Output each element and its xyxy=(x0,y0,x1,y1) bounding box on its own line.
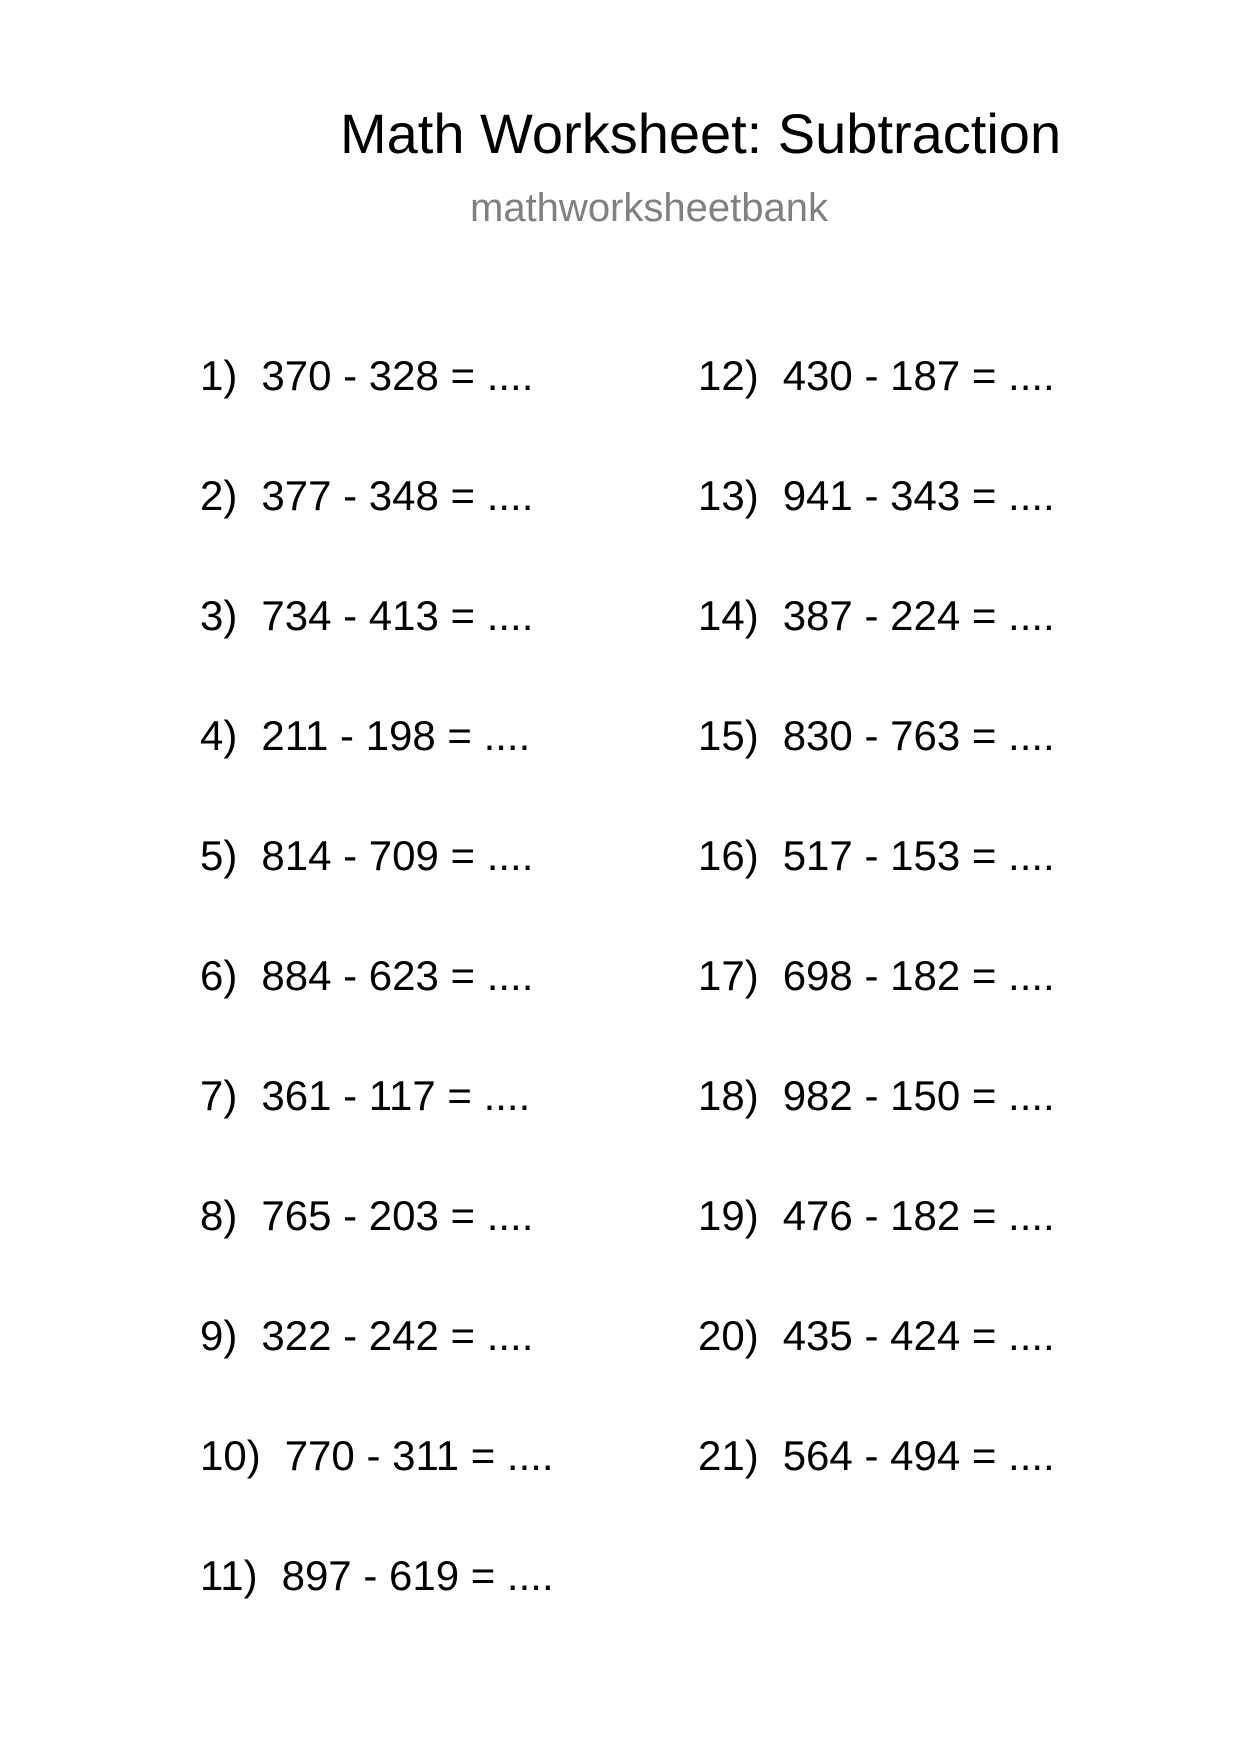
problem-item xyxy=(200,346,554,466)
problem-number: 20) xyxy=(698,1312,759,1359)
problem-number: 21) xyxy=(698,1432,759,1479)
problem-number: 7) xyxy=(200,1072,238,1119)
problem-item xyxy=(200,826,554,946)
problem-item xyxy=(698,466,1055,586)
problem-number: 13) xyxy=(698,472,759,519)
problem-item xyxy=(200,946,554,1066)
problem-number: 1) xyxy=(200,352,238,399)
problem-item xyxy=(200,706,554,826)
problem-expression: 361 - 117 = .... xyxy=(261,1072,531,1119)
problem-expression: 770 - 311 = .... xyxy=(284,1432,554,1479)
problem-item xyxy=(200,1186,554,1306)
problem-item xyxy=(200,586,554,706)
problem-item xyxy=(200,1426,554,1546)
problem-number: 14) xyxy=(698,592,759,639)
problem-number: 18) xyxy=(698,1072,759,1119)
problem-expression: 698 - 182 = .... xyxy=(782,952,1055,999)
problem-expression: 830 - 763 = .... xyxy=(782,712,1055,759)
problem-item xyxy=(698,346,1055,466)
problem-number: 12) xyxy=(698,352,759,399)
problem-expression: 430 - 187 = .... xyxy=(782,352,1055,399)
problem-expression: 734 - 413 = .... xyxy=(261,592,534,639)
problem-number: 17) xyxy=(698,952,759,999)
problem-number: 10) xyxy=(200,1432,261,1479)
problem-item xyxy=(200,466,554,586)
problem-item xyxy=(698,826,1055,946)
problem-number: 5) xyxy=(200,832,238,879)
left-column xyxy=(200,346,554,1666)
problem-item xyxy=(200,1306,554,1426)
problem-expression: 387 - 224 = .... xyxy=(782,592,1055,639)
problem-item xyxy=(200,1546,554,1666)
problem-expression: 211 - 198 = .... xyxy=(261,712,531,759)
problem-expression: 814 - 709 = .... xyxy=(261,832,534,879)
problem-expression: 476 - 182 = .... xyxy=(782,1192,1055,1239)
problem-expression: 517 - 153 = .... xyxy=(782,832,1055,879)
problem-item xyxy=(698,1066,1055,1186)
problem-item xyxy=(698,1426,1055,1546)
problem-number: 19) xyxy=(698,1192,759,1239)
problem-item xyxy=(200,1066,554,1186)
problem-expression: 982 - 150 = .... xyxy=(782,1072,1055,1119)
problem-number: 8) xyxy=(200,1192,238,1239)
problem-number: 9) xyxy=(200,1312,238,1359)
problem-expression: 765 - 203 = .... xyxy=(261,1192,534,1239)
problem-item xyxy=(698,586,1055,706)
problem-expression: 377 - 348 = .... xyxy=(261,472,534,519)
problem-expression: 564 - 494 = .... xyxy=(782,1432,1055,1479)
problem-item xyxy=(698,706,1055,826)
problem-expression: 941 - 343 = .... xyxy=(782,472,1055,519)
problem-number: 3) xyxy=(200,592,238,639)
problem-expression: 322 - 242 = .... xyxy=(261,1312,534,1359)
problem-item xyxy=(698,946,1055,1066)
problem-number: 2) xyxy=(200,472,238,519)
problem-number: 6) xyxy=(200,952,238,999)
right-column xyxy=(698,346,1055,1546)
problem-expression: 897 - 619 = .... xyxy=(281,1552,554,1599)
problem-item xyxy=(698,1306,1055,1426)
page-title: Math Worksheet: Subtraction xyxy=(340,102,1062,165)
problem-number: 4) xyxy=(200,712,238,759)
problem-expression: 884 - 623 = .... xyxy=(261,952,534,999)
problem-expression: 370 - 328 = .... xyxy=(261,352,534,399)
problem-expression: 435 - 424 = .... xyxy=(782,1312,1055,1359)
problem-number: 11) xyxy=(200,1552,258,1599)
problem-item xyxy=(698,1186,1055,1306)
problem-number: 15) xyxy=(698,712,759,759)
problem-number: 16) xyxy=(698,832,759,879)
page-subtitle: mathworksheetbank xyxy=(470,186,828,230)
